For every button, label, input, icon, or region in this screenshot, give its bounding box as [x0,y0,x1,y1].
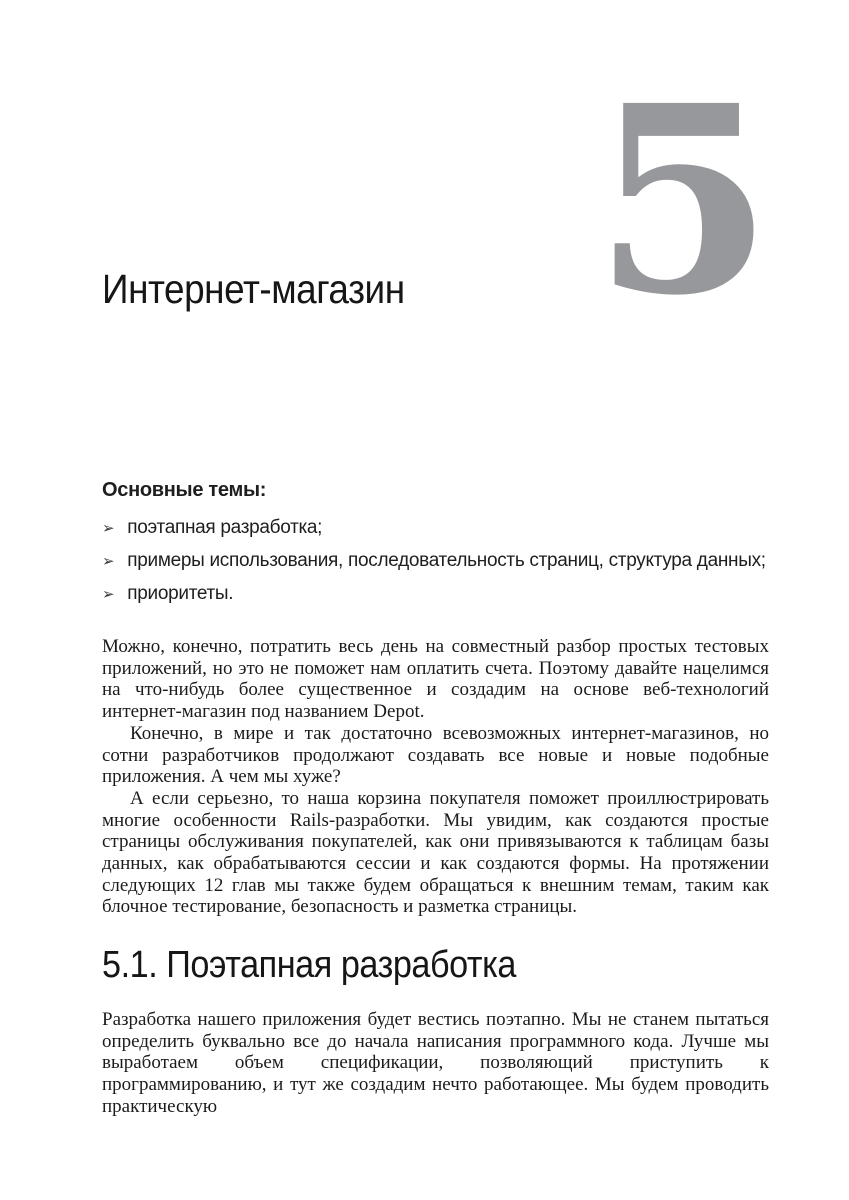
list-item [102,514,782,542]
topic-text: приоритеты. [127,583,234,604]
section-heading: 5.1. Поэтапная разработка [102,944,516,986]
paragraph: Разработка нашего приложения будет вестись поэтапно. Мы не станем пытаться определить буквально все до начала написания программного кода. Лучше мы выработаем объем спецификации, позволяющий приступить к программированию, и тут же создадим нечто работающее. Мы будем проводить практическую [102,1009,769,1117]
chapter-title: Интернет-магазин [102,266,405,312]
section-body [102,1009,769,1118]
arrow-bullet-icon: ➢ [102,585,115,603]
topic-text: поэтапная разработка; [127,517,323,538]
arrow-bullet-icon: ➢ [102,519,115,537]
chapter-number: 5 [593,49,769,352]
paragraph: Конечно, в мире и так достаточно всевозможных интернет-магазинов, но сотни разработчиков продолжают создавать все новые и новые подобные приложения. А чем мы хуже? [102,722,769,788]
intro-paragraphs [102,636,769,918]
topic-text: примеры использования, последовательность страниц, структура данных; [127,550,766,571]
paragraph: А если серьезно, то наша корзина покупателя поможет проиллюстрировать многие особенности Rails-разработки. Мы увидим, как создаются простые страницы обслуживания покупателей, как они привязываются к таблицам базы данных, как обрабатываются сессии и как создаются формы. На протяжении следующих 12 глав мы также будем обращаться к внешним темам, таким как блочное тестирование, безопасность и разметка страницы. [102,787,769,918]
list-item [102,580,782,608]
topics-list [102,514,782,608]
topics-block [102,479,782,613]
paragraph: Можно, конечно, потратить весь день на совместный разбор простых тестовых приложений, но это не поможет нам оплатить счета. Поэтому давайте нацелимся на что-нибудь более существенное и создадим на основе веб-технологий интернет-магазин под названием Depot. [102,636,769,723]
topics-heading: Основные темы: [102,479,267,501]
list-item [102,547,782,575]
arrow-bullet-icon: ➢ [102,552,115,570]
